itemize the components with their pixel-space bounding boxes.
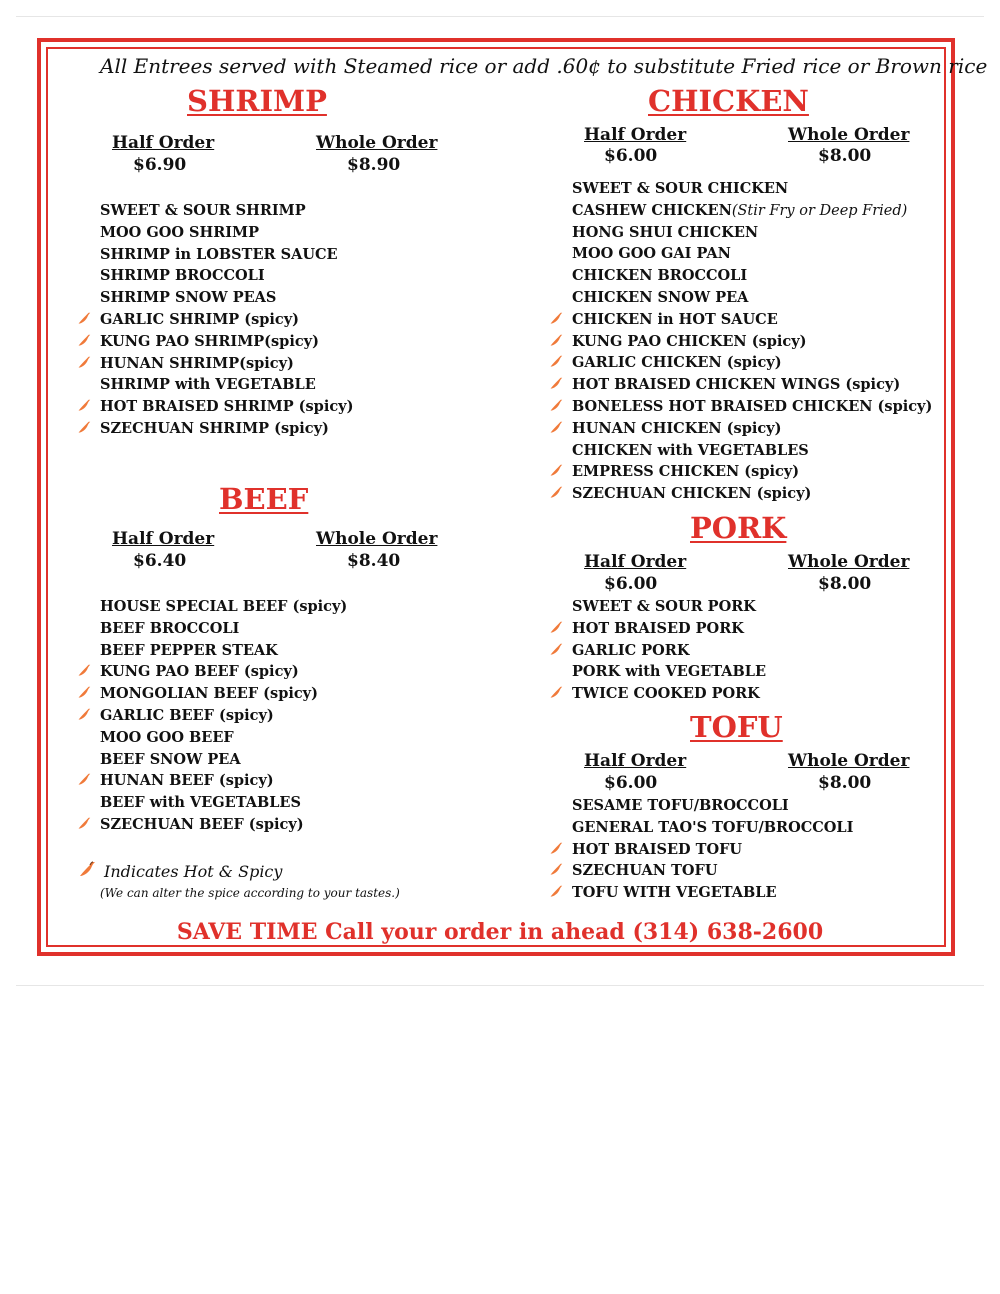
- pork-half-header: Half Order: [584, 552, 687, 572]
- menu-item-name: KUNG PAO BEEF (spicy): [100, 663, 299, 681]
- tofu-heading: TOFU: [690, 710, 783, 744]
- shrimp-whole-price: $8.90: [347, 155, 401, 175]
- tofu-whole-price: $8.00: [818, 773, 872, 793]
- menu-item: [100, 244, 353, 266]
- tofu-items: [572, 795, 853, 904]
- menu-item-name: BEEF PEPPER STEAK: [100, 641, 278, 659]
- menu-item: [572, 461, 932, 483]
- shrimp-heading: SHRIMP: [187, 84, 327, 118]
- menu-item-name: SZECHUAN BEEF (spicy): [100, 815, 304, 833]
- menu-item: [100, 683, 347, 705]
- chicken-whole-price: $8.00: [818, 146, 872, 166]
- menu-item-name: SHRIMP BROCCOLI: [100, 267, 265, 285]
- menu-item: [100, 331, 353, 353]
- shrimp-half-price: $6.90: [133, 155, 187, 175]
- beef-half-price: $6.40: [133, 551, 187, 571]
- menu-item-name: HONG SHUI CHICKEN: [572, 223, 759, 241]
- menu-item-name: TOFU WITH VEGETABLE: [572, 884, 777, 902]
- chicken-heading: CHICKEN: [648, 84, 809, 118]
- pepper-icon: [77, 421, 91, 435]
- pepper-icon: [77, 312, 91, 326]
- menu-item-name: SHRIMP in LOBSTER SAUCE: [100, 245, 338, 263]
- menu-item-name: EMPRESS CHICKEN (spicy): [572, 463, 800, 481]
- menu-item: [572, 243, 932, 265]
- menu-item: [572, 352, 932, 374]
- menu-item-name: PORK with VEGETABLE: [572, 663, 767, 681]
- menu-item: [572, 309, 932, 331]
- menu-item: [572, 331, 932, 353]
- menu-item: [572, 839, 853, 861]
- menu-item: [100, 661, 347, 683]
- menu-item-name: SWEET & SOUR CHICKEN: [572, 180, 789, 197]
- beef-half-header: Half Order: [112, 529, 215, 549]
- beef-heading: BEEF: [219, 482, 309, 516]
- menu-item-name: HUNAN SHRIMP(spicy): [100, 354, 294, 372]
- menu-item: [100, 705, 347, 727]
- beef-whole-price: $8.40: [347, 551, 401, 571]
- menu-item: [572, 618, 766, 640]
- menu-item-name: CHICKEN in HOT SAUCE: [572, 310, 778, 328]
- legend-subtext: (We can alter the spice according to your tastes.): [100, 886, 400, 900]
- pepper-icon: [549, 885, 563, 899]
- pepper-icon: [549, 686, 563, 700]
- menu-item-name: HUNAN CHICKEN (spicy): [572, 419, 782, 437]
- menu-item-name: BEEF with VEGETABLES: [100, 794, 301, 812]
- menu-item: [572, 860, 853, 882]
- legend-text: Indicates Hot & Spicy: [104, 862, 283, 881]
- menu-item-name: GARLIC SHRIMP (spicy): [100, 310, 300, 328]
- pepper-icon: [549, 377, 563, 391]
- call-ahead-banner: SAVE TIME Call your order in ahead (314) 638-2600: [176, 919, 824, 945]
- menu-item: [100, 596, 347, 618]
- menu-item: [100, 309, 353, 331]
- menu-item-name: GENERAL TAO'S TOFU/BROCCOLI: [572, 818, 854, 836]
- menu-item: [572, 287, 932, 309]
- chicken-whole-header: Whole Order: [788, 125, 910, 145]
- menu-item: [100, 640, 347, 662]
- menu-item: [100, 265, 353, 287]
- pork-heading: PORK: [690, 511, 787, 545]
- menu-item: [572, 640, 766, 662]
- pepper-icon: [77, 773, 91, 787]
- menu-item-name: TWICE COOKED PORK: [572, 685, 760, 703]
- menu-item-name: HUNAN BEEF (spicy): [100, 772, 274, 790]
- menu-item-name: SZECHUAN TOFU: [572, 862, 718, 880]
- menu-item: [572, 200, 932, 222]
- tofu-whole-header: Whole Order: [788, 751, 910, 771]
- pepper-icon: [77, 686, 91, 700]
- menu-item: [572, 418, 932, 440]
- menu-item-name: CHICKEN with VEGETABLES: [572, 441, 809, 459]
- menu-item-name: SHRIMP SNOW PEAS: [100, 289, 277, 307]
- menu-item-note: (Stir Fry or Deep Fried): [731, 202, 908, 219]
- pepper-icon: [549, 355, 563, 369]
- menu-item-name: HOUSE SPECIAL BEEF (spicy): [100, 598, 348, 615]
- legend-pepper-icon: [78, 861, 96, 879]
- menu-item-name: GARLIC PORK: [572, 641, 690, 659]
- menu-item: [572, 483, 932, 505]
- menu-item-name: CASHEW CHICKEN: [572, 201, 732, 219]
- menu-item-name: MOO GOO SHRIMP: [100, 223, 260, 241]
- menu-item-name: SHRIMP with VEGETABLE: [100, 376, 316, 394]
- shrimp-half-header: Half Order: [112, 133, 215, 153]
- menu-item: [572, 178, 932, 200]
- pepper-icon: [549, 621, 563, 635]
- menu-item-name: MONGOLIAN BEEF (spicy): [100, 685, 318, 703]
- menu-item-name: HOT BRAISED TOFU: [572, 840, 743, 858]
- menu-item-name: HOT BRAISED SHRIMP (spicy): [100, 398, 354, 416]
- pepper-icon: [77, 708, 91, 722]
- menu-item: [572, 817, 853, 839]
- menu-item: [100, 287, 353, 309]
- rice-note: All Entrees served with Steamed rice or add .60¢ to substitute Fried rice or Brown rice: [100, 54, 988, 78]
- menu-item: [100, 374, 353, 396]
- pepper-icon: [549, 399, 563, 413]
- shrimp-whole-header: Whole Order: [316, 133, 438, 153]
- menu-item: [572, 396, 932, 418]
- menu-item: [572, 795, 853, 817]
- chicken-half-price: $6.00: [604, 146, 658, 166]
- pepper-icon: [549, 842, 563, 856]
- beef-whole-header: Whole Order: [316, 529, 438, 549]
- menu-item: [572, 683, 766, 705]
- menu-item-name: CHICKEN SNOW PEA: [572, 288, 749, 306]
- pepper-icon: [549, 334, 563, 348]
- menu-item-name: HOT BRAISED CHICKEN WINGS (spicy): [572, 376, 901, 394]
- tofu-half-header: Half Order: [584, 751, 687, 771]
- menu-item-name: SZECHUAN SHRIMP (spicy): [100, 419, 329, 437]
- menu-item: [572, 374, 932, 396]
- menu-item: [100, 770, 347, 792]
- menu-item-name: MOO GOO BEEF: [100, 728, 234, 746]
- tofu-half-price: $6.00: [604, 773, 658, 793]
- pepper-icon: [549, 486, 563, 500]
- menu-item: [572, 222, 932, 244]
- menu-item: [572, 882, 853, 904]
- pork-whole-header: Whole Order: [788, 552, 910, 572]
- pepper-icon: [77, 664, 91, 678]
- pepper-icon: [549, 312, 563, 326]
- menu-item-name: SZECHUAN CHICKEN (spicy): [572, 485, 812, 503]
- pork-whole-price: $8.00: [818, 574, 872, 594]
- pork-half-price: $6.00: [604, 574, 658, 594]
- bottom-divider: [16, 985, 984, 986]
- menu-item: [100, 727, 347, 749]
- menu-item-name: GARLIC BEEF (spicy): [100, 706, 274, 724]
- pepper-icon: [77, 334, 91, 348]
- beef-items: [100, 596, 347, 836]
- pepper-icon: [549, 421, 563, 435]
- chicken-half-header: Half Order: [584, 125, 687, 145]
- menu-item-name: GARLIC CHICKEN (spicy): [572, 354, 782, 372]
- pork-items: [572, 596, 766, 705]
- pepper-icon: [549, 643, 563, 657]
- menu-item-name: MOO GOO GAI PAN: [572, 245, 731, 263]
- menu-item-name: KUNG PAO SHRIMP(spicy): [100, 332, 319, 350]
- menu-item-name: KUNG PAO CHICKEN (spicy): [572, 332, 807, 350]
- pepper-icon: [549, 464, 563, 478]
- menu-item-name: BEEF SNOW PEA: [100, 750, 241, 768]
- menu-item: [100, 749, 347, 771]
- menu-item: [100, 418, 353, 440]
- menu-item: [100, 618, 347, 640]
- menu-item-name: SWEET & SOUR SHRIMP: [100, 202, 306, 219]
- menu-item-name: CHICKEN BROCCOLI: [572, 267, 748, 285]
- pepper-icon: [77, 356, 91, 370]
- menu-item: [100, 222, 353, 244]
- menu-item: [572, 440, 932, 462]
- menu-item: [100, 814, 347, 836]
- menu-item: [100, 353, 353, 375]
- menu-item: [100, 200, 353, 222]
- top-divider: [16, 16, 984, 17]
- menu-item: [572, 265, 932, 287]
- pepper-icon: [77, 399, 91, 413]
- pepper-icon: [549, 863, 563, 877]
- menu-item-name: BEEF BROCCOLI: [100, 619, 240, 637]
- menu-item-name: HOT BRAISED PORK: [572, 619, 744, 637]
- chicken-items: [572, 178, 932, 505]
- menu-item: [572, 596, 766, 618]
- menu-item-name: SWEET & SOUR PORK: [572, 598, 756, 615]
- menu-item: [100, 792, 347, 814]
- menu-item: [100, 396, 353, 418]
- shrimp-items: [100, 200, 353, 440]
- menu-item-name: SESAME TOFU/BROCCOLI: [572, 797, 789, 814]
- menu-item-name: BONELESS HOT BRAISED CHICKEN (spicy): [572, 397, 933, 415]
- menu-item: [572, 661, 766, 683]
- pepper-icon: [77, 817, 91, 831]
